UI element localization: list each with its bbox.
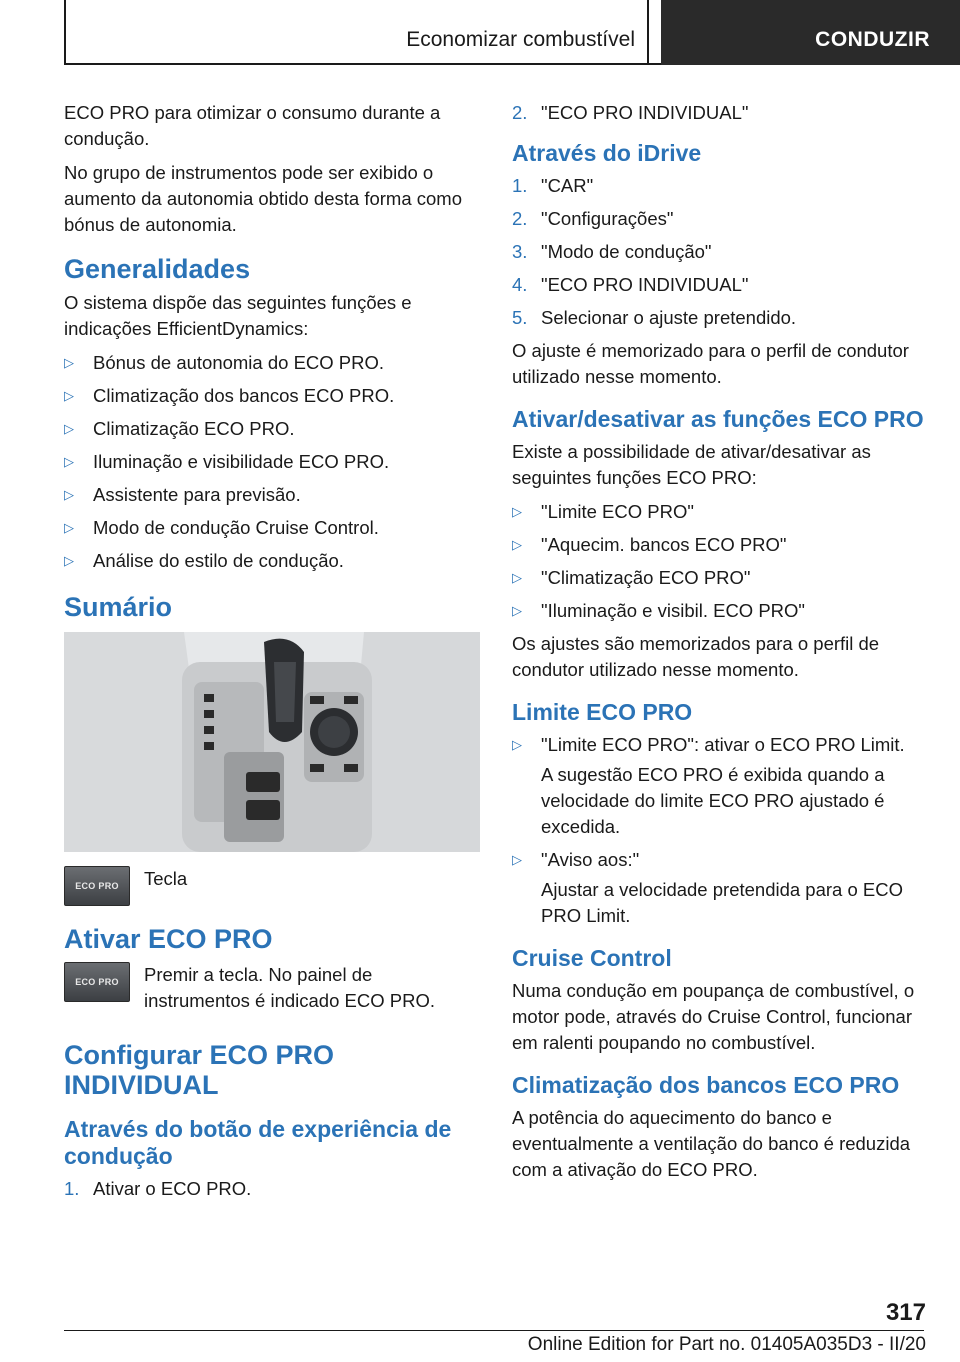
- header-rule-left: [64, 0, 66, 64]
- header-divider: [647, 0, 649, 64]
- triangle-bullet-icon: ▷: [512, 603, 522, 618]
- list-item: 3. "Modo de condução": [512, 241, 712, 262]
- idrive-note: O ajuste é memorizado para o perfil de condutor utilizado nesse momento.: [512, 340, 909, 387]
- footer-rule: [64, 1330, 924, 1331]
- triangle-bullet-icon: ▷: [64, 355, 74, 370]
- list-item: ▷ "Aquecim. bancos ECO PRO": [512, 532, 932, 558]
- list-item: ▷ Assistente para previsão.: [64, 482, 480, 508]
- list-item: ▷ Bónus de autonomia do ECO PRO.: [64, 350, 480, 376]
- generalidades-text: O sistema dispõe das seguintes funções e indicações EfficientDynamics:: [64, 292, 412, 339]
- configurar-steps-continued: [512, 100, 932, 126]
- header-chapter-title: CONDUZIR: [815, 28, 930, 51]
- key-caption: Tecla: [144, 868, 188, 889]
- list-item: ▷ "Iluminação e visibil. ECO PRO": [512, 598, 932, 624]
- list-item: ▷ Modo de condução Cruise Control.: [64, 515, 480, 541]
- heading-sumario: Sumário: [64, 592, 173, 622]
- triangle-bullet-icon: ▷: [512, 737, 522, 752]
- ativar-desativar-note: Os ajustes são memorizados para o perfil de condutor utilizado nesse momento.: [512, 633, 880, 680]
- triangle-bullet-icon: ▷: [512, 537, 522, 552]
- list-item: ▷ "Limite ECO PRO": [512, 499, 932, 525]
- page-number: 317: [885, 1299, 926, 1326]
- footer-edition: Online Edition for Part no. 01405A035D3 - II/20: [527, 1334, 926, 1355]
- ativar-desativar-list: [512, 499, 932, 624]
- list-item: 1. "CAR": [512, 175, 594, 196]
- list-item: ▷ Iluminação e visibilidade ECO PRO.: [64, 449, 480, 475]
- subheading-botao-experiencia: Através do botão de experiência de condução: [64, 1116, 452, 1169]
- triangle-bullet-icon: ▷: [64, 388, 74, 403]
- list-item: 4. "ECO PRO INDIVIDUAL": [512, 274, 749, 295]
- triangle-bullet-icon: ▷: [64, 487, 74, 502]
- heading-generalidades: Generalidades: [64, 254, 251, 284]
- triangle-bullet-icon: ▷: [64, 454, 74, 469]
- idrive-steps: [512, 173, 932, 331]
- triangle-bullet-icon: ▷: [512, 570, 522, 585]
- heading-configurar: Configurar ECO PRO INDIVIDUAL: [64, 1040, 335, 1100]
- list-item: ▷ "Aviso aos:" Ajustar a velocidade pretendida para o ECO PRO Limit.: [512, 849, 903, 926]
- list-item: ▷ "Limite ECO PRO": ativar o ECO PRO Limit. A sugestão ECO PRO é exibida quando a velocidade do limite ECO PRO ajustado é excedida.: [512, 734, 905, 837]
- header-rule-bottom: [64, 63, 661, 65]
- triangle-bullet-icon: ▷: [512, 852, 522, 867]
- header-section-title: Economizar combustível: [406, 28, 635, 51]
- cruise-control-text: Numa condução em poupança de combustível, o motor pode, através do Cruise Control, funcionar em ralenti poupando no combustível.: [512, 980, 915, 1053]
- center-console-photo: [64, 632, 480, 852]
- right-column: [512, 100, 932, 1191]
- list-item: ▷ Climatização dos bancos ECO PRO.: [64, 383, 480, 409]
- list-item: ▷ "Climatização ECO PRO": [512, 565, 932, 591]
- heading-climatizacao-bancos: Climatização dos bancos ECO PRO: [512, 1072, 900, 1098]
- triangle-bullet-icon: ▷: [64, 553, 74, 568]
- generalidades-list: [64, 350, 480, 574]
- intro-paragraph-1: ECO PRO para otimizar o consumo durante a condução.: [64, 102, 441, 149]
- ativar-desativar-text: Existe a possibilidade de ativar/desativar as seguintes funções ECO PRO:: [512, 441, 871, 488]
- list-item: 2. "ECO PRO INDIVIDUAL": [512, 102, 749, 123]
- left-column: [64, 100, 480, 1209]
- triangle-bullet-icon: ▷: [512, 504, 522, 519]
- list-item: 1. Ativar o ECO PRO.: [64, 1178, 252, 1199]
- eco-pro-button-image: ECO PRO: [64, 866, 130, 906]
- heading-ativar-desativar: Ativar/desativar as funções ECO PRO: [512, 406, 924, 432]
- ativar-key-row: [64, 962, 480, 1014]
- configurar-steps: [64, 1176, 480, 1202]
- intro-paragraph-2: No grupo de instrumentos pode ser exibido o aumento da autonomia obtido desta forma como bónus de autonomia.: [64, 162, 462, 235]
- sumario-key-row: [64, 866, 480, 906]
- list-item: 2. "Configurações": [512, 208, 674, 229]
- eco-pro-button-image: ECO PRO: [64, 962, 130, 1002]
- ativar-text: Premir a tecla. No painel de instrumentos é indicado ECO PRO.: [144, 964, 435, 1011]
- heading-limite-eco-pro: Limite ECO PRO: [512, 699, 693, 725]
- triangle-bullet-icon: ▷: [64, 520, 74, 535]
- heading-ativar-eco-pro: Ativar ECO PRO: [64, 924, 273, 954]
- list-item: 5. Selecionar o ajuste pretendido.: [512, 307, 797, 328]
- climatizacao-bancos-text: A potência do aquecimento do banco e eventualmente a ventilação do banco é reduzida com a ativação do ECO PRO.: [512, 1107, 911, 1180]
- list-item: ▷ Análise do estilo de condução.: [64, 548, 480, 574]
- header-chapter-tab: [661, 0, 960, 65]
- list-item: ▷ Climatização ECO PRO.: [64, 416, 480, 442]
- triangle-bullet-icon: ▷: [64, 421, 74, 436]
- limite-list: [512, 732, 932, 929]
- heading-cruise-control: Cruise Control: [512, 945, 672, 971]
- heading-atraves-idrive: Através do iDrive: [512, 140, 702, 166]
